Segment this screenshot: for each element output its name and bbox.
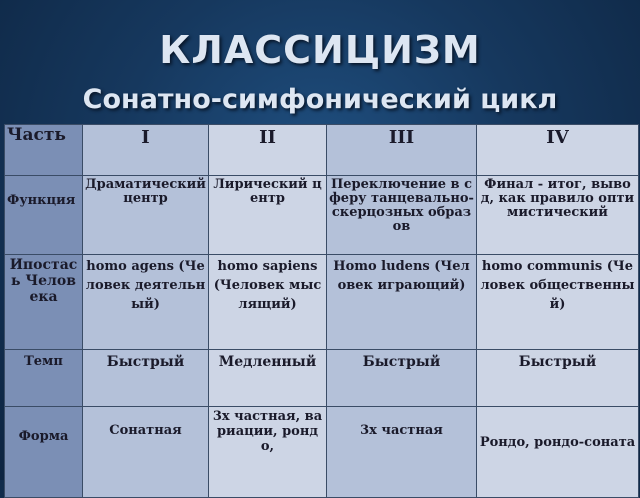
function-4: Финал - итог, вывод, как правило оптимистический bbox=[477, 176, 639, 255]
form-1: Сонатная bbox=[83, 407, 209, 498]
form-4: Рондо, рондо-соната bbox=[477, 407, 639, 498]
slide-title: КЛАССИЦИЗМ bbox=[159, 28, 481, 72]
tempo-2: Медленный bbox=[209, 350, 327, 407]
part-4: IV bbox=[477, 125, 639, 176]
tempo-1: Быстрый bbox=[83, 350, 209, 407]
row-label-tempo: Темп bbox=[5, 350, 83, 407]
part-3: III bbox=[327, 125, 477, 176]
part-1: I bbox=[83, 125, 209, 176]
function-2: Лирический центр bbox=[209, 176, 327, 255]
function-1: Драматический центр bbox=[83, 176, 209, 255]
table-row-parts bbox=[5, 125, 639, 176]
table-row-form bbox=[5, 407, 639, 498]
hypostasis-1: homo agens (Человек деятельный) bbox=[83, 255, 209, 350]
slide-subtitle: Сонатно-симфонический цикл bbox=[82, 84, 558, 115]
hypostasis-4: homo communis (Человек общественный) bbox=[477, 255, 639, 350]
row-label-function: Функция bbox=[5, 176, 83, 255]
tempo-3: Быстрый bbox=[327, 350, 477, 407]
row-label-hypostasis: Ипостась Человека bbox=[5, 255, 83, 350]
hypostasis-2: homo sapiens (Человек мыслящий) bbox=[209, 255, 327, 350]
function-3: Переключение в сферу танцевально-скерцозных образов bbox=[327, 176, 477, 255]
tempo-4: Быстрый bbox=[477, 350, 639, 407]
form-3: 3х частная bbox=[327, 407, 477, 498]
table-row-hypostasis bbox=[5, 255, 639, 350]
row-label-form: Форма bbox=[5, 407, 83, 498]
table-row-function bbox=[5, 176, 639, 255]
row-label-part: Часть bbox=[5, 125, 83, 176]
form-2: 3х частная, вариации, рондо, bbox=[209, 407, 327, 498]
part-2: II bbox=[209, 125, 327, 176]
cycle-table bbox=[4, 124, 639, 498]
table-row-tempo bbox=[5, 350, 639, 407]
hypostasis-3: Homo ludens (Человек играющий) bbox=[327, 255, 477, 350]
